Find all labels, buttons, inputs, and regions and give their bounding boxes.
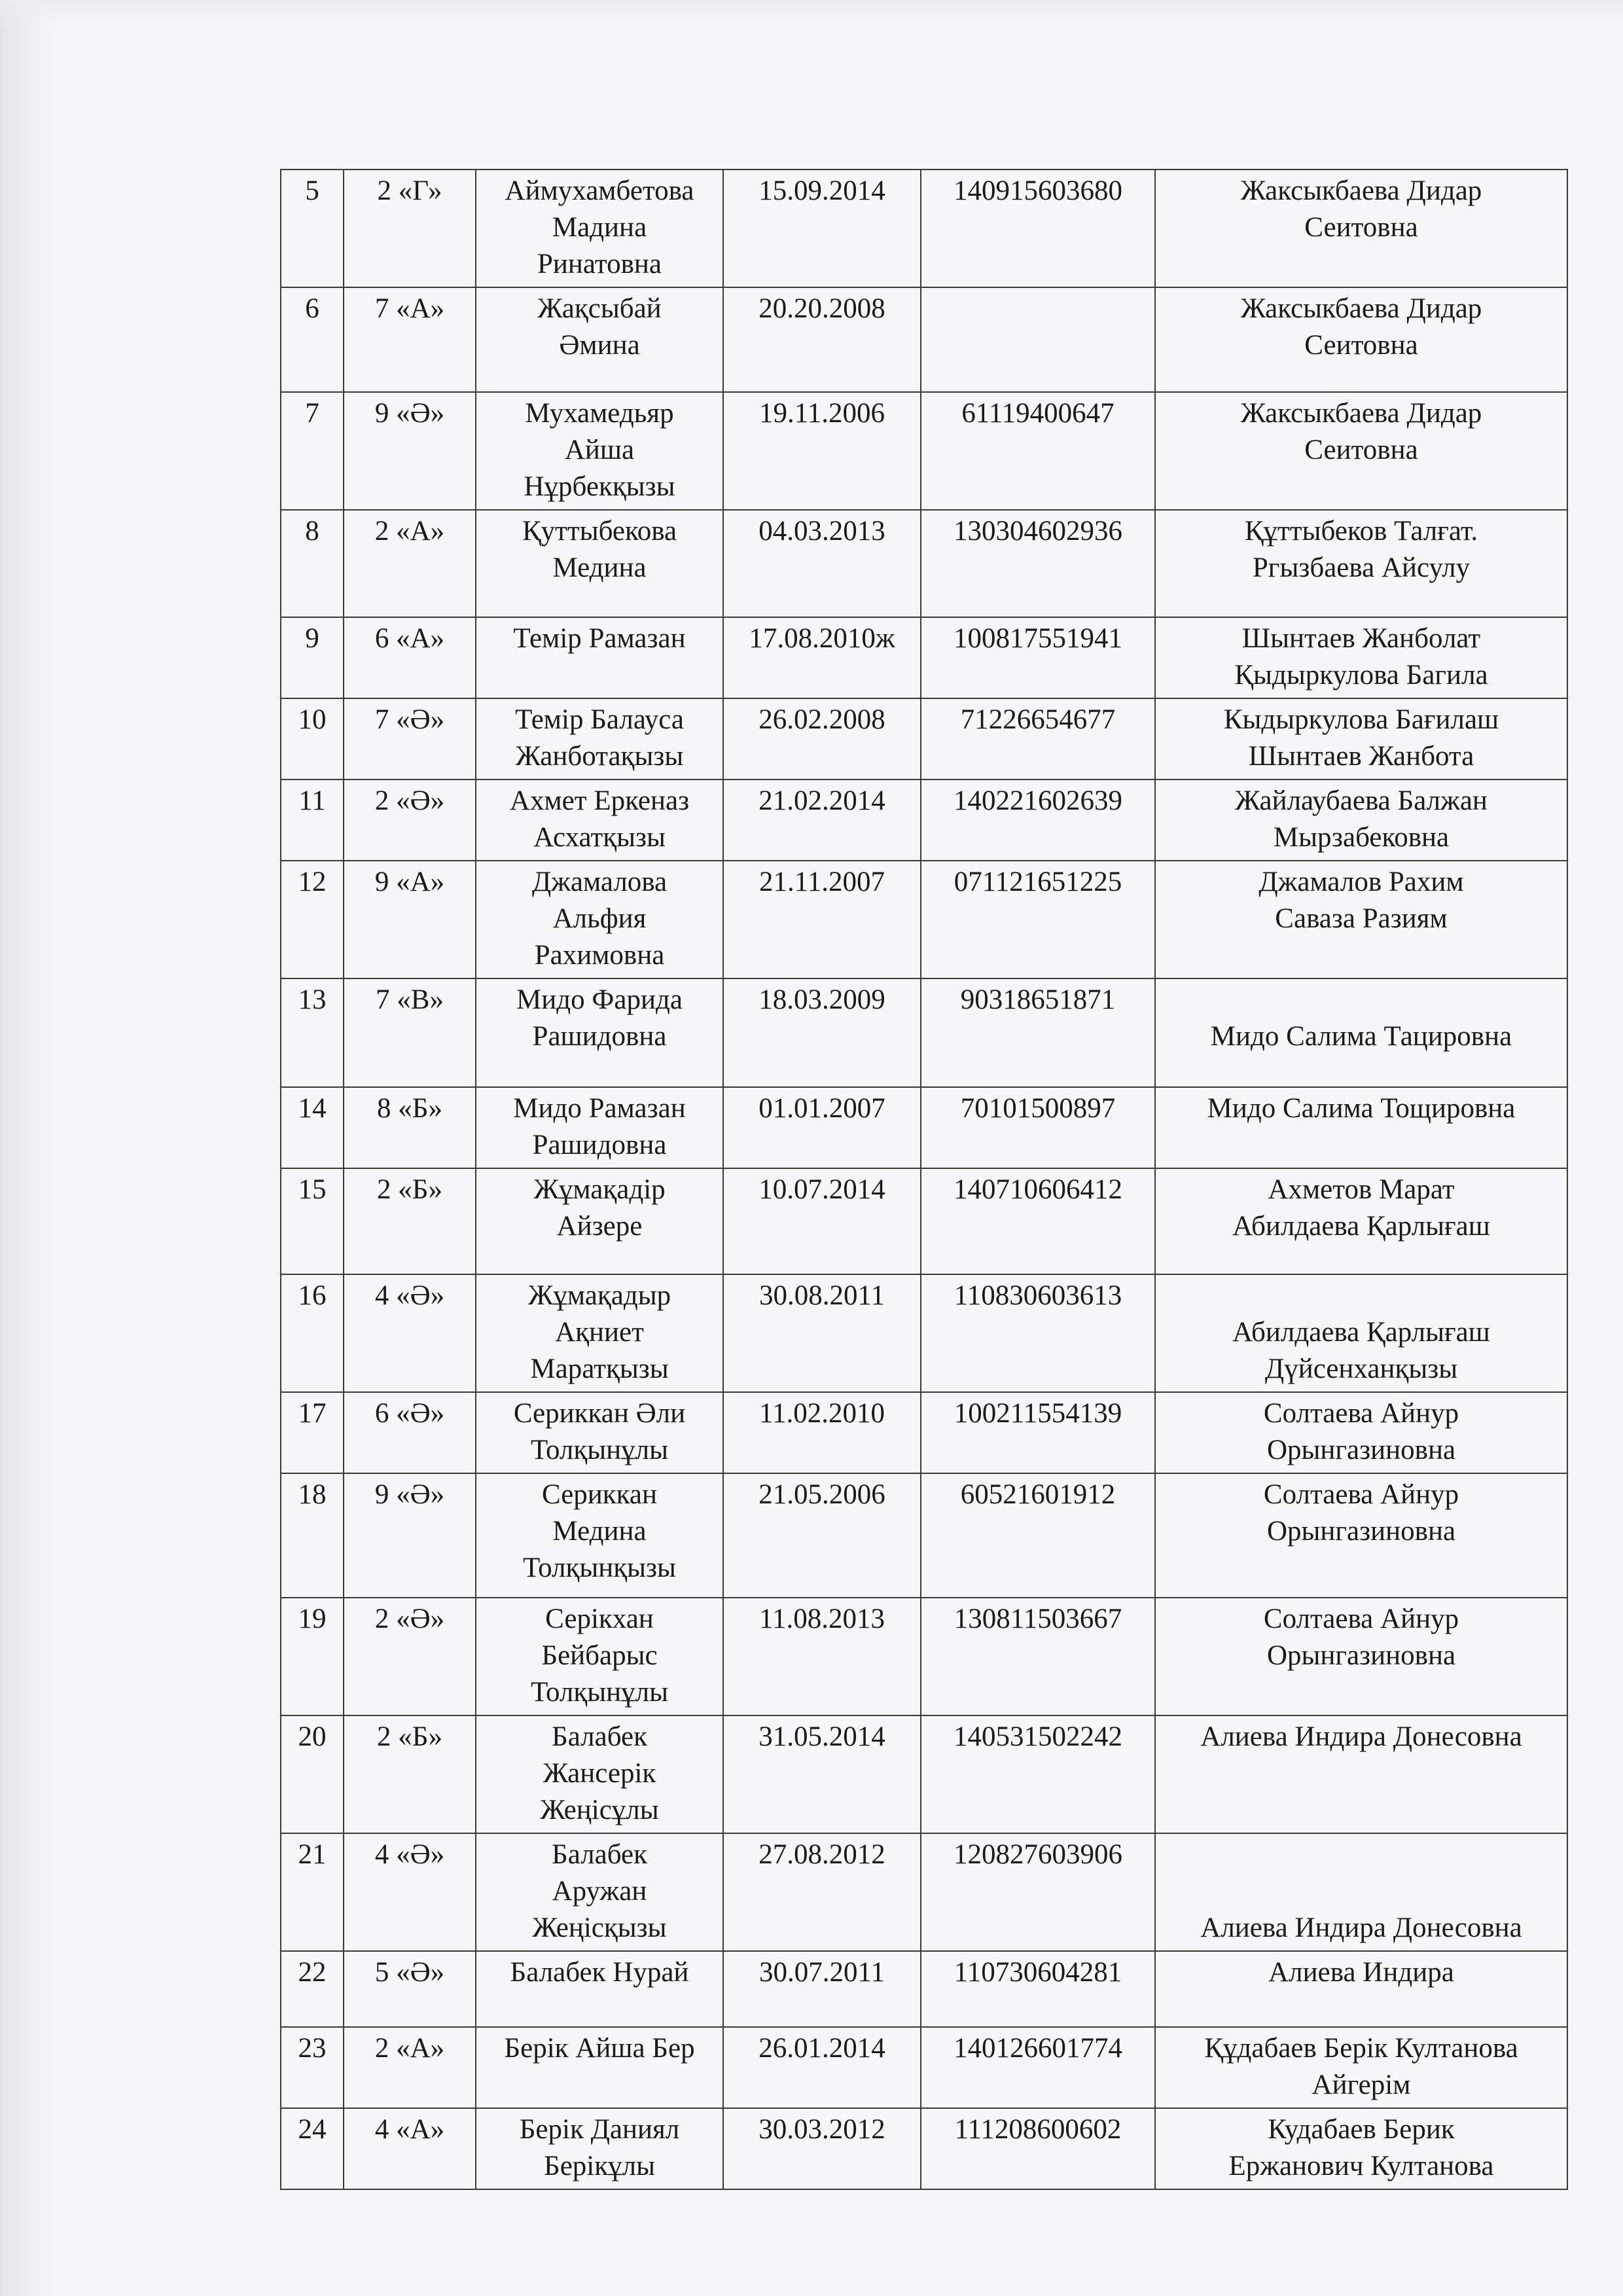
student-name-cell <box>476 1087 723 1168</box>
student-name-cell <box>476 617 723 698</box>
parents-cell <box>1155 698 1567 780</box>
student-name-cell-line: Аймухамбетова <box>505 175 694 206</box>
iin-cell: 120827603906 <box>921 1833 1155 1951</box>
birth-date-cell: 18.03.2009 <box>723 978 921 1087</box>
row-number: 6 <box>281 287 344 392</box>
class-cell: 7 «В» <box>344 978 476 1087</box>
class-cell: 2 «А» <box>344 510 476 617</box>
row-number: 22 <box>281 1951 344 2027</box>
parents-cell <box>1155 1598 1567 1715</box>
birth-date-cell: 26.02.2008 <box>723 698 921 780</box>
table-row <box>281 861 1567 978</box>
table-row <box>281 2108 1567 2189</box>
student-name-cell-line: Альфия <box>552 903 647 934</box>
birth-date-cell: 30.07.2011 <box>723 1951 921 2027</box>
student-name-cell <box>476 1951 723 2027</box>
iin-cell: 60521601912 <box>921 1473 1155 1598</box>
student-name-cell-line: Сериккан Әли <box>513 1398 686 1429</box>
student-name-cell-line: Медина <box>552 1516 647 1547</box>
iin-cell: 100211554139 <box>921 1392 1155 1473</box>
parents-cell-line: Шынтаев Жанбота <box>1248 741 1474 772</box>
student-name-cell <box>476 510 723 617</box>
birth-date-cell: 11.08.2013 <box>723 1598 921 1715</box>
student-name-cell-line: Толқынқызы <box>523 1552 676 1583</box>
student-name-cell <box>476 2108 723 2189</box>
student-name-cell <box>476 1274 723 1392</box>
student-name-cell-line: Бейбарыс <box>541 1640 658 1671</box>
table-row <box>281 170 1567 287</box>
row-number: 5 <box>281 170 344 287</box>
student-name-cell <box>476 978 723 1087</box>
student-name-cell-line: Толқынұлы <box>530 1677 669 1708</box>
student-name-cell <box>476 780 723 861</box>
student-name-cell-line: Балабек Нурай <box>510 1957 689 1988</box>
parents-cell <box>1155 1087 1567 1168</box>
table-row <box>281 1833 1567 1951</box>
parents-cell-line: Солтаева Айнур <box>1263 1479 1459 1510</box>
parents-cell-line: Сеитовна <box>1304 330 1418 361</box>
row-number: 23 <box>281 2027 344 2108</box>
student-name-cell-line: Ринатовна <box>537 249 662 279</box>
birth-date-cell: 20.20.2008 <box>723 287 921 392</box>
parents-cell-line: Солтаева Айнур <box>1263 1398 1459 1429</box>
scan-shadow-top <box>0 0 1623 26</box>
class-cell: 2 «Г» <box>344 170 476 287</box>
student-name-cell-line: Серікхан <box>545 1604 654 1634</box>
parents-cell-line: Солтаева Айнур <box>1263 1604 1459 1634</box>
parents-cell-line: Шынтаев Жанболат <box>1241 623 1481 654</box>
parents-cell-line: Дүйсенханқызы <box>1264 1354 1458 1384</box>
parents-cell-line: Мидо Салима Тацировна <box>1210 1021 1512 1052</box>
student-name-cell <box>476 2027 723 2108</box>
parents-cell <box>1155 1951 1567 2027</box>
table-row <box>281 1274 1567 1392</box>
student-name-cell-line: Айша <box>564 435 635 465</box>
parents-cell-line <box>1161 982 1561 1018</box>
student-name-cell-line: Маратқызы <box>530 1354 669 1384</box>
birth-date-cell: 04.03.2013 <box>723 510 921 617</box>
table-row <box>281 780 1567 861</box>
iin-cell: 140126601774 <box>921 2027 1155 2108</box>
student-name-cell-line: Жеңісқызы <box>532 1912 667 1943</box>
table-row <box>281 392 1567 510</box>
student-name-cell-line: Әмина <box>559 330 640 361</box>
row-number: 8 <box>281 510 344 617</box>
parents-cell <box>1155 617 1567 698</box>
student-name-cell-line: Қуттыбекова <box>522 516 677 547</box>
iin-cell: 071121651225 <box>921 861 1155 978</box>
student-name-cell <box>476 287 723 392</box>
table-row <box>281 698 1567 780</box>
parents-cell <box>1155 392 1567 510</box>
table-row <box>281 978 1567 1087</box>
parents-cell-line: Кыдыркулова Бағилаш <box>1223 704 1499 735</box>
parents-cell-line: Жаксыкбаева Дидар <box>1240 293 1482 324</box>
parents-cell-line: Құдабаев Берік Култанова <box>1204 2033 1518 2064</box>
class-cell: 2 «Б» <box>344 1715 476 1833</box>
student-name-cell-line: Мухамедьяр <box>525 398 674 429</box>
student-name-cell-line: Нұрбекқызы <box>524 471 675 502</box>
students-table-body <box>281 170 1567 2189</box>
student-name-cell <box>476 1598 723 1715</box>
row-number: 20 <box>281 1715 344 1833</box>
table-row <box>281 510 1567 617</box>
student-name-cell <box>476 861 723 978</box>
class-cell: 6 «Ә» <box>344 1392 476 1473</box>
birth-date-cell: 21.02.2014 <box>723 780 921 861</box>
student-name-cell <box>476 1473 723 1598</box>
iin-cell: 61119400647 <box>921 392 1155 510</box>
parents-cell-line <box>1161 1837 1561 1873</box>
iin-cell: 140221602639 <box>921 780 1155 861</box>
class-cell: 2 «Ә» <box>344 1598 476 1715</box>
birth-date-cell: 17.08.2010ж <box>723 617 921 698</box>
parents-cell <box>1155 1392 1567 1473</box>
class-cell: 7 «Ә» <box>344 698 476 780</box>
class-cell: 6 «А» <box>344 617 476 698</box>
class-cell: 7 «А» <box>344 287 476 392</box>
class-cell: 8 «Б» <box>344 1087 476 1168</box>
row-number: 17 <box>281 1392 344 1473</box>
iin-cell: 111208600602 <box>921 2108 1155 2189</box>
table-row <box>281 1951 1567 2027</box>
birth-date-cell: 15.09.2014 <box>723 170 921 287</box>
table-row <box>281 1168 1567 1274</box>
parents-cell-line: Джамалов Рахим <box>1258 867 1464 897</box>
student-name-cell-line: Жақсыбай <box>537 293 662 324</box>
parents-cell-line: Абилдаева Қарлығаш <box>1232 1211 1490 1242</box>
student-name-cell-line: Рашидовна <box>532 1021 667 1052</box>
student-name-cell <box>476 1392 723 1473</box>
students-table <box>280 169 1568 2190</box>
parents-cell-line: Орынгазиновна <box>1266 1640 1456 1671</box>
student-name-cell-line: Берікұлы <box>544 2151 655 2181</box>
student-name-cell-line: Темір Балауса <box>515 704 684 735</box>
table-row <box>281 1392 1567 1473</box>
iin-cell: 70101500897 <box>921 1087 1155 1168</box>
row-number: 10 <box>281 698 344 780</box>
student-name-cell-line: Жұмақадыр <box>527 1280 671 1311</box>
iin-cell: 100817551941 <box>921 617 1155 698</box>
parents-cell <box>1155 287 1567 392</box>
birth-date-cell: 01.01.2007 <box>723 1087 921 1168</box>
parents-cell-line: Жайлаубаева Балжан <box>1235 785 1488 816</box>
student-name-cell-line: Рашидовна <box>532 1130 667 1160</box>
student-name-cell-line: Айзере <box>556 1211 643 1242</box>
birth-date-cell: 31.05.2014 <box>723 1715 921 1833</box>
table-row <box>281 617 1567 698</box>
student-name-cell <box>476 1168 723 1274</box>
class-cell: 4 «Ә» <box>344 1274 476 1392</box>
student-name-cell <box>476 170 723 287</box>
student-name-cell <box>476 1715 723 1833</box>
iin-cell: 140531502242 <box>921 1715 1155 1833</box>
parents-cell <box>1155 2108 1567 2189</box>
parents-cell-line: Алиева Индира <box>1268 1957 1454 1988</box>
student-name-cell-line: Жанботақызы <box>515 741 684 772</box>
student-name-cell-line: Балабек <box>552 1839 647 1870</box>
parents-cell-line <box>1161 1278 1561 1314</box>
row-number: 12 <box>281 861 344 978</box>
birth-date-cell: 30.03.2012 <box>723 2108 921 2189</box>
row-number: 19 <box>281 1598 344 1715</box>
class-cell: 9 «А» <box>344 861 476 978</box>
parents-cell <box>1155 780 1567 861</box>
student-name-cell-line: Ахмет Еркеназ <box>509 785 690 816</box>
parents-cell <box>1155 510 1567 617</box>
parents-cell-line: Саваза Разиям <box>1275 903 1448 934</box>
class-cell: 4 «А» <box>344 2108 476 2189</box>
class-cell: 5 «Ә» <box>344 1951 476 2027</box>
student-name-cell-line: Аружан <box>552 1876 647 1907</box>
parents-cell-line: Алиева Индира Донесовна <box>1200 1721 1522 1752</box>
student-name-cell-line: Балабек <box>552 1721 647 1752</box>
parents-cell-line: Кудабаев Берик <box>1268 2114 1455 2145</box>
parents-cell-line: Алиева Индира Донесовна <box>1200 1912 1522 1943</box>
parents-cell-line: Ргызбаева Айсулу <box>1252 552 1471 583</box>
table-row <box>281 1598 1567 1715</box>
table-row <box>281 1087 1567 1168</box>
parents-cell <box>1155 1473 1567 1598</box>
birth-date-cell: 21.11.2007 <box>723 861 921 978</box>
student-name-cell-line: Жеңісұлы <box>540 1795 659 1825</box>
class-cell: 2 «А» <box>344 2027 476 2108</box>
student-name-cell-line: Асхатқызы <box>533 822 666 853</box>
table-row <box>281 287 1567 392</box>
parents-cell-line: Мидо Салима Тощировна <box>1207 1093 1516 1124</box>
birth-date-cell: 19.11.2006 <box>723 392 921 510</box>
birth-date-cell: 11.02.2010 <box>723 1392 921 1473</box>
class-cell: 2 «Ә» <box>344 780 476 861</box>
parents-cell <box>1155 1833 1567 1951</box>
parents-cell <box>1155 861 1567 978</box>
row-number: 7 <box>281 392 344 510</box>
parents-cell-line: Айгерім <box>1311 2070 1411 2100</box>
student-name-cell-line: Жансерік <box>543 1758 656 1789</box>
student-name-cell-line: Сериккан <box>541 1479 658 1510</box>
birth-date-cell: 26.01.2014 <box>723 2027 921 2108</box>
table-row <box>281 1715 1567 1833</box>
table-row <box>281 2027 1567 2108</box>
iin-cell: 140915603680 <box>921 170 1155 287</box>
parents-cell <box>1155 1168 1567 1274</box>
student-name-cell <box>476 392 723 510</box>
student-name-cell-line: Берік Даниял <box>519 2114 680 2145</box>
row-number: 24 <box>281 2108 344 2189</box>
iin-cell: 130811503667 <box>921 1598 1155 1715</box>
parents-cell <box>1155 978 1567 1087</box>
birth-date-cell: 21.05.2006 <box>723 1473 921 1598</box>
row-number: 9 <box>281 617 344 698</box>
student-name-cell-line: Жұмақадір <box>533 1174 666 1205</box>
scan-shadow-left <box>0 0 59 2296</box>
parents-cell-line: Құттыбеков Талғат. <box>1244 516 1478 547</box>
student-name-cell-line: Мадина <box>552 212 647 243</box>
class-cell: 9 «Ә» <box>344 1473 476 1598</box>
row-number: 15 <box>281 1168 344 1274</box>
parents-cell-line: Сеитовна <box>1304 435 1418 465</box>
parents-cell-line <box>1161 1873 1561 1910</box>
student-name-cell-line: Рахимовна <box>534 940 665 971</box>
student-name-cell-line: Ақниет <box>555 1317 644 1348</box>
student-name-cell <box>476 698 723 780</box>
class-cell: 4 «Ә» <box>344 1833 476 1951</box>
iin-cell: 71226654677 <box>921 698 1155 780</box>
row-number: 13 <box>281 978 344 1087</box>
birth-date-cell: 27.08.2012 <box>723 1833 921 1951</box>
student-name-cell-line: Медина <box>552 552 647 583</box>
class-cell: 9 «Ә» <box>344 392 476 510</box>
student-name-cell-line: Мидо Рамазан <box>513 1093 686 1124</box>
birth-date-cell: 10.07.2014 <box>723 1168 921 1274</box>
parents-cell <box>1155 1715 1567 1833</box>
row-number: 14 <box>281 1087 344 1168</box>
parents-cell <box>1155 1274 1567 1392</box>
parents-cell-line: Ахметов Марат <box>1268 1174 1455 1205</box>
parents-cell-line: Сеитовна <box>1304 212 1418 243</box>
iin-cell: 140710606412 <box>921 1168 1155 1274</box>
iin-cell <box>921 287 1155 392</box>
parents-cell-line: Орынгазиновна <box>1266 1516 1456 1547</box>
row-number: 21 <box>281 1833 344 1951</box>
student-name-cell <box>476 1833 723 1951</box>
row-number: 11 <box>281 780 344 861</box>
parents-cell-line: Қыдыркулова Багила <box>1234 660 1488 691</box>
parents-cell-line: Жаксыкбаева Дидар <box>1240 398 1482 429</box>
row-number: 16 <box>281 1274 344 1392</box>
student-name-cell-line: Джамалова <box>531 867 668 897</box>
row-number: 18 <box>281 1473 344 1598</box>
birth-date-cell: 30.08.2011 <box>723 1274 921 1392</box>
student-name-cell-line: Берік Айша Бер <box>504 2033 695 2064</box>
parents-cell-line: Мырзабековна <box>1273 822 1450 853</box>
parents-cell-line: Ержанович Култанова <box>1228 2151 1494 2181</box>
student-name-cell-line: Толқынұлы <box>530 1435 669 1465</box>
parents-cell-line: Абилдаева Қарлығаш <box>1232 1317 1490 1348</box>
student-name-cell-line: Темір Рамазан <box>513 623 686 654</box>
table-row <box>281 1473 1567 1598</box>
iin-cell: 90318651871 <box>921 978 1155 1087</box>
student-name-cell-line: Мидо Фарида <box>516 984 683 1015</box>
parents-cell <box>1155 2027 1567 2108</box>
parents-cell <box>1155 170 1567 287</box>
class-cell: 2 «Б» <box>344 1168 476 1274</box>
parents-cell-line: Орынгазиновна <box>1266 1435 1456 1465</box>
iin-cell: 110830603613 <box>921 1274 1155 1392</box>
iin-cell: 110730604281 <box>921 1951 1155 2027</box>
iin-cell: 130304602936 <box>921 510 1155 617</box>
parents-cell-line: Жаксыкбаева Дидар <box>1240 175 1482 206</box>
